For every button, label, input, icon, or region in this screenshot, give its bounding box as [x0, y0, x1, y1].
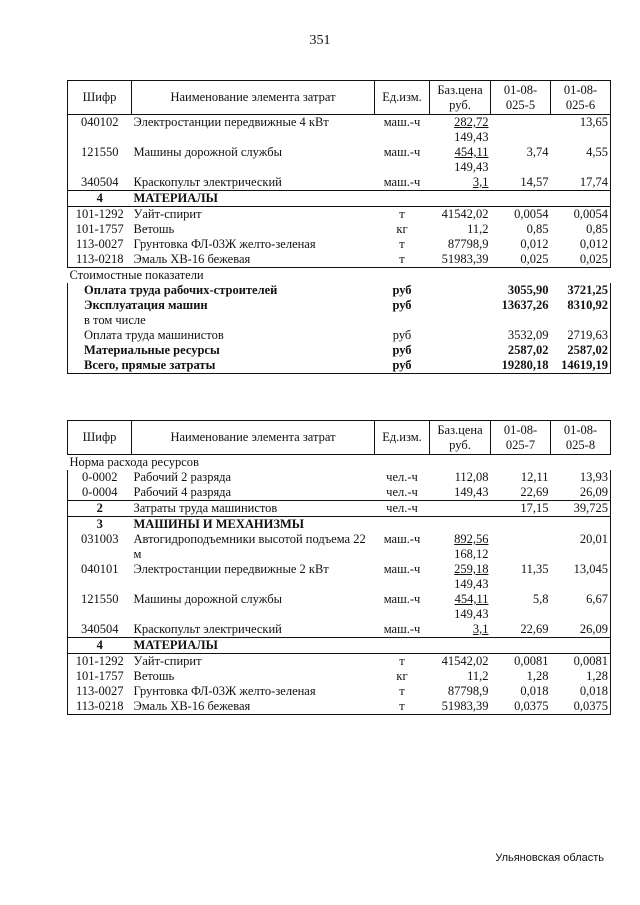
cell-value-2: 0,018 [551, 684, 611, 699]
price-secondary: 149,43 [454, 577, 489, 591]
cell-name: Эмаль ХВ-16 бежевая [132, 252, 375, 268]
cell-price: 112,08 [454, 470, 489, 484]
resource-table-2 [67, 420, 611, 715]
cell-empty [430, 313, 491, 328]
machine-row [68, 145, 611, 175]
price-main: 3,1 [472, 175, 489, 189]
cell-name: Эмаль ХВ-16 бежевая [132, 699, 375, 715]
cell-unit: маш.-ч [383, 622, 421, 636]
price-main: 892,56 [454, 532, 489, 546]
summary-unit: руб [392, 298, 412, 312]
cell-price [430, 145, 491, 175]
summary-value-1: 19280,18 [491, 358, 551, 374]
cell-unit: кг [396, 669, 408, 683]
cell-unit: маш.-ч [383, 562, 421, 576]
cell-empty [551, 638, 611, 654]
cell-value-1: 22,69 [520, 622, 549, 636]
cell-price: 87798,9 [447, 237, 489, 251]
cell-code: 101-1292 [68, 207, 132, 223]
cell-empty [491, 191, 551, 207]
cell-value-2: 13,045 [551, 562, 611, 592]
cell-name: Рабочий 2 разряда [133, 470, 232, 484]
cell-name: Ветошь [133, 669, 175, 683]
machine-row [68, 115, 611, 146]
cell-price: 41542,02 [430, 207, 491, 223]
header-code: Шифр [68, 421, 132, 455]
cell-name: Электростанции передвижные 4 кВт [132, 115, 375, 146]
cost-caption-row [68, 268, 611, 284]
cell-empty [430, 298, 491, 313]
cell-unit: т [399, 684, 405, 698]
cell-value-2: 39,725 [551, 501, 611, 517]
cell-unit: чел.-ч [375, 501, 430, 517]
cell-code: 340504 [68, 622, 132, 638]
cell-code: 121550 [68, 145, 132, 175]
cell-code: 040101 [68, 562, 132, 592]
cell-unit: т [375, 207, 430, 223]
section-title: МАТЕРИАЛЫ [132, 191, 375, 207]
cell-unit: чел.-ч [386, 470, 418, 484]
summary-label: в том числе [68, 313, 375, 328]
cell-code: 031003 [68, 532, 132, 562]
summary-value-1: 3532,09 [507, 328, 549, 342]
cell-price: 11,2 [467, 222, 489, 236]
cell-empty [430, 283, 491, 298]
cell-price [430, 592, 491, 622]
cell-code: 101-1757 [68, 669, 132, 684]
machine-row [68, 175, 611, 191]
cell-empty [430, 328, 491, 343]
header-name: Наименование элемента затрат [132, 421, 375, 455]
cell-price [430, 175, 491, 191]
cell-empty [430, 638, 491, 654]
section-row [68, 517, 611, 533]
machine-row [68, 532, 611, 562]
price-secondary: 149,43 [454, 607, 489, 621]
summary-row [68, 313, 611, 328]
cell-name: Краскопульт электрический [133, 175, 282, 189]
cell-name: Затраты труда машинистов [132, 501, 375, 517]
section-row [68, 638, 611, 654]
cell-value-2: 1,28 [551, 669, 611, 684]
cell-code: 340504 [68, 175, 132, 191]
material-row [68, 252, 611, 268]
cell-name: Автогидроподъемники высотой подъема 22 м [133, 532, 366, 561]
cell-unit: кг [396, 222, 408, 236]
cell-name: Ветошь [133, 222, 175, 236]
cell-value-2: 6,67 [551, 592, 611, 622]
cell-unit: маш.-ч [383, 532, 421, 546]
header-unit: Ед.изм. [375, 421, 430, 455]
cell-empty [375, 191, 430, 207]
cell-code: 0-0004 [68, 485, 132, 501]
section-title: МАТЕРИАЛЫ [132, 638, 375, 654]
cell-empty [430, 501, 491, 517]
cell-code: 113-0027 [68, 237, 132, 252]
cell-value-2: 4,55 [551, 145, 611, 175]
summary-value-2: 2587,02 [551, 343, 611, 358]
cell-empty [375, 517, 430, 533]
cell-value-1: 0,012 [520, 237, 549, 251]
summary-unit: руб [375, 358, 430, 374]
cell-empty [375, 638, 430, 654]
summary-label: Эксплуатация машин [68, 298, 375, 313]
header-column-6: 01-08-025-6 [551, 81, 611, 115]
cell-value-1: 0,0081 [491, 654, 551, 670]
cell-price [430, 532, 491, 562]
cell-code: 113-0027 [68, 684, 132, 699]
cell-value-1: 0,85 [526, 222, 549, 236]
summary-row [68, 343, 611, 358]
header-unit: Ед.изм. [375, 81, 430, 115]
cell-value-1: 0,025 [491, 252, 551, 268]
summary-value-2: 14619,19 [551, 358, 611, 374]
cell-empty [430, 358, 491, 374]
cell-empty [491, 517, 551, 533]
summary-row [68, 283, 611, 298]
section-code: 4 [68, 191, 132, 207]
table-header-row [68, 421, 611, 455]
price-secondary: 149,43 [454, 130, 489, 144]
cell-name: Уайт-спирит [132, 654, 375, 670]
cell-price: 87798,9 [447, 684, 489, 698]
cell-value-1: 22,69 [520, 485, 549, 499]
cell-code: 113-0218 [68, 252, 132, 268]
summary-row [68, 298, 611, 313]
summary-value-1: 2587,02 [507, 343, 549, 357]
summary-value-2 [551, 313, 611, 328]
cell-price: 11,2 [467, 669, 489, 683]
summary-value-1 [491, 313, 551, 328]
summary-value-1: 3055,90 [507, 283, 549, 297]
norm-caption: Норма расхода ресурсов [69, 455, 199, 469]
cost-caption: Стоимостные показатели [69, 268, 204, 282]
machine-row [68, 562, 611, 592]
cell-code: 2 [68, 501, 132, 517]
summary-value-1: 13637,26 [501, 298, 549, 312]
header-column-7: 01-08-025-7 [491, 421, 551, 455]
summary-label: Оплата труда машинистов [68, 328, 375, 343]
price-main: 454,11 [454, 592, 489, 606]
cell-code: 121550 [68, 592, 132, 622]
cell-unit: т [375, 252, 430, 268]
section-code: 4 [68, 638, 132, 654]
resource-table-1 [67, 80, 611, 374]
cell-name: Краскопульт электрический [133, 622, 282, 636]
summary-unit: руб [392, 343, 412, 357]
page-number: 351 [309, 33, 331, 48]
cell-value-1: 1,28 [526, 669, 549, 683]
summary-label: Материальные ресурсы [68, 343, 375, 358]
cell-empty [551, 191, 611, 207]
cell-price: 51983,39 [430, 252, 491, 268]
cell-value-2: 13,65 [551, 115, 611, 146]
cell-empty [551, 517, 611, 533]
cell-code: 0-0002 [68, 470, 132, 485]
price-secondary: 149,43 [454, 160, 489, 174]
norm-caption-row [68, 455, 611, 471]
material-row [68, 207, 611, 223]
material-row [68, 485, 611, 501]
cell-unit: маш.-ч [383, 145, 421, 159]
cell-code: 113-0218 [68, 699, 132, 715]
summary-row [68, 328, 611, 343]
cell-price: 41542,02 [430, 654, 491, 670]
cell-name: Грунтовка ФЛ-03Ж желто-зеленая [133, 684, 316, 698]
summary-value-2: 8310,92 [551, 298, 611, 313]
price-main: 3,1 [472, 622, 489, 636]
cell-value-1: 17,15 [491, 501, 551, 517]
section-code: 3 [68, 517, 132, 533]
header-name: Наименование элемента затрат [132, 81, 375, 115]
material-row [68, 684, 611, 699]
cell-price: 51983,39 [430, 699, 491, 715]
material-row [68, 669, 611, 684]
cell-unit: маш.-ч [383, 592, 421, 606]
cell-unit: т [375, 699, 430, 715]
cell-value-2: 0,85 [551, 222, 611, 237]
header-column-5: 01-08-025-5 [491, 81, 551, 115]
cell-value-2: 26,09 [551, 485, 611, 501]
cell-unit: маш.-ч [383, 175, 421, 189]
footer-region: Ульяновская область [495, 852, 604, 864]
header-column-8: 01-08-025-8 [551, 421, 611, 455]
cell-empty [430, 191, 491, 207]
section-row [68, 191, 611, 207]
summary-label: Оплата труда рабочих-строителей [68, 283, 375, 298]
cell-code: 040102 [68, 115, 132, 146]
summary-value-2: 3721,25 [551, 283, 611, 298]
cell-unit: т [375, 654, 430, 670]
cell-value-2: 20,01 [551, 532, 611, 562]
price-main: 282,72 [454, 115, 489, 129]
cell-name: Грунтовка ФЛ-03Ж желто-зеленая [133, 237, 316, 251]
summary-value-2: 2719,63 [551, 328, 611, 343]
cell-price [430, 622, 491, 638]
cell-unit: чел.-ч [386, 485, 418, 499]
summary-unit [375, 313, 430, 328]
machine-row [68, 592, 611, 622]
summary-label: Всего, прямые затраты [68, 358, 375, 374]
material-row [68, 237, 611, 252]
cell-value-1: 0,0054 [491, 207, 551, 223]
cell-value-2: 26,09 [551, 622, 611, 638]
cell-empty [430, 343, 491, 358]
cell-value-2: 0,0081 [551, 654, 611, 670]
cell-empty [491, 638, 551, 654]
price-main: 259,18 [454, 562, 489, 576]
cell-code: 101-1757 [68, 222, 132, 237]
material-row [68, 654, 611, 670]
cell-value-2: 0,012 [551, 237, 611, 252]
cell-value-1: 12,11 [520, 470, 549, 484]
cell-value-1: 0,018 [520, 684, 549, 698]
cell-value-1 [491, 115, 551, 146]
material-row [68, 222, 611, 237]
cell-value-1: 3,74 [526, 145, 549, 159]
header-price: Баз.цена руб. [430, 81, 491, 115]
section-title: МАШИНЫ И МЕХАНИЗМЫ [132, 517, 375, 533]
price-main: 454,11 [454, 145, 489, 159]
summary-row [68, 358, 611, 374]
cell-value-1: 11,35 [520, 562, 549, 576]
cell-value-1: 5,8 [532, 592, 549, 606]
cell-value-2: 13,93 [551, 470, 611, 485]
cell-unit: маш.-ч [375, 115, 430, 146]
summary-unit: руб [392, 283, 412, 297]
cell-code: 101-1292 [68, 654, 132, 670]
labor-row [68, 501, 611, 517]
table-header-row [68, 81, 611, 115]
cell-value-2: 17,74 [551, 175, 611, 191]
header-code: Шифр [68, 81, 132, 115]
cell-name: Уайт-спирит [132, 207, 375, 223]
cell-value-2: 0,0375 [551, 699, 611, 715]
machine-row [68, 622, 611, 638]
cell-price [430, 115, 491, 146]
material-row [68, 470, 611, 485]
material-row [68, 699, 611, 715]
cell-name: Рабочий 4 разряда [133, 485, 232, 499]
cell-value-1: 14,57 [520, 175, 549, 189]
cell-value-2: 0,025 [551, 252, 611, 268]
cell-price [430, 562, 491, 592]
cell-value-1: 0,0375 [491, 699, 551, 715]
cell-value-1 [491, 532, 551, 562]
cell-value-2: 0,0054 [551, 207, 611, 223]
cell-name: Машины дорожной службы [133, 145, 282, 159]
cell-price: 149,43 [454, 485, 489, 499]
cell-name: Электростанции передвижные 2 кВт [133, 562, 329, 576]
summary-unit: руб [392, 328, 412, 342]
cell-name: Машины дорожной службы [133, 592, 282, 606]
cell-empty [430, 517, 491, 533]
cell-unit: т [399, 237, 405, 251]
header-price: Баз.цена руб. [430, 421, 491, 455]
price-secondary: 168,12 [454, 547, 489, 561]
